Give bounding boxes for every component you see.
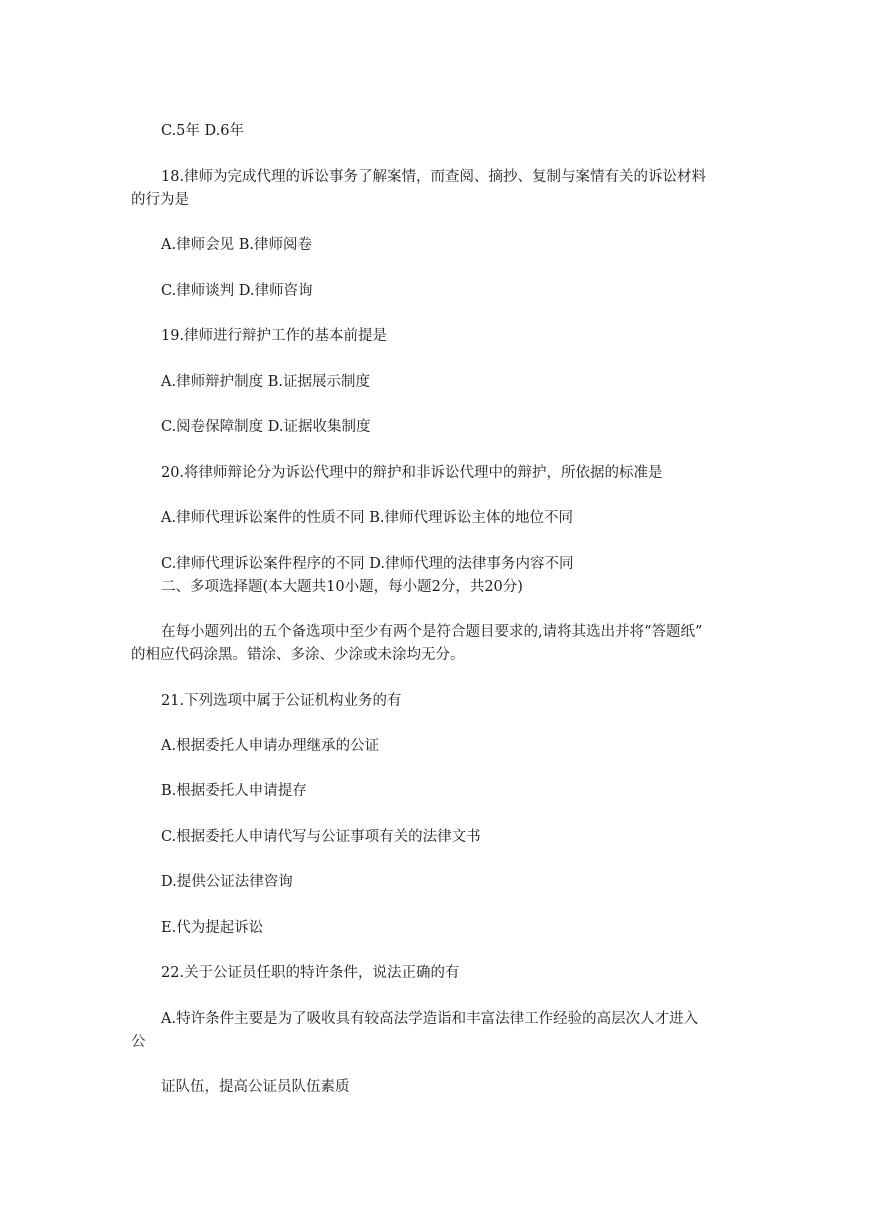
- question-19-stem: 19.律师进行辩护工作的基本前提是: [161, 327, 388, 344]
- question-22-option-a-continued: 证队伍，提高公证员队伍素质: [161, 1078, 350, 1095]
- question-21-option-c: C.根据委托人申请代写与公证事项有关的法律文书: [161, 828, 481, 845]
- question-18-stem-continued: 的行为是: [131, 191, 189, 208]
- question-21-stem: 21.下列选项中属于公证机构业务的有: [161, 692, 402, 709]
- question-18-options-cd: C.律师谈判 D.律师咨询: [161, 282, 313, 299]
- question-19-options-ab: A.律师辩护制度 B.证据展示制度: [161, 373, 370, 390]
- question-21-option-b: B.根据委托人申请提存: [161, 782, 307, 799]
- question-17-options-cd: C.5年 D.6年: [161, 122, 244, 139]
- question-21-option-d: D.提供公证法律咨询: [161, 873, 293, 890]
- section-heading-multiple-choice: 二、多项选择题(本大题共10小题，每小题2分，共20分): [161, 578, 523, 595]
- question-20-stem: 20.将律师辩论分为诉讼代理中的辩护和非诉讼代理中的辩护，所依据的标准是: [161, 464, 663, 481]
- section-instructions: 在每小题列出的五个备选项中至少有两个是符合题目要求的,请将其选出并将“答题纸”: [161, 623, 703, 640]
- question-20-options-ab: A.律师代理诉讼案件的性质不同 B.律师代理诉讼主体的地位不同: [161, 509, 573, 526]
- question-21-option-e: E.代为提起诉讼: [161, 919, 264, 936]
- section-instructions-continued: 的相应代码涂黑。错涂、多涂、少涂或未涂均无分。: [131, 646, 465, 663]
- question-22-option-a: A.特许条件主要是为了吸收具有较高法学造诣和丰富法律工作经验的高层次人才进入: [161, 1010, 699, 1027]
- question-18-stem: 18.律师为完成代理的诉讼事务了解案情，而查阅、摘抄、复制与案情有关的诉讼材料: [161, 168, 707, 185]
- question-18-options-ab: A.律师会见 B.律师阅卷: [161, 236, 312, 253]
- question-20-options-cd: C.律师代理诉讼案件程序的不同 D.律师代理的法律事务内容不同: [161, 555, 574, 572]
- question-22-stem: 22.关于公证员任职的特许条件，说法正确的有: [161, 964, 460, 981]
- question-19-options-cd: C.阅卷保障制度 D.证据收集制度: [161, 418, 371, 435]
- question-21-option-a: A.根据委托人申请办理继承的公证: [161, 737, 380, 754]
- question-22-option-a-wrap: 公: [131, 1033, 146, 1050]
